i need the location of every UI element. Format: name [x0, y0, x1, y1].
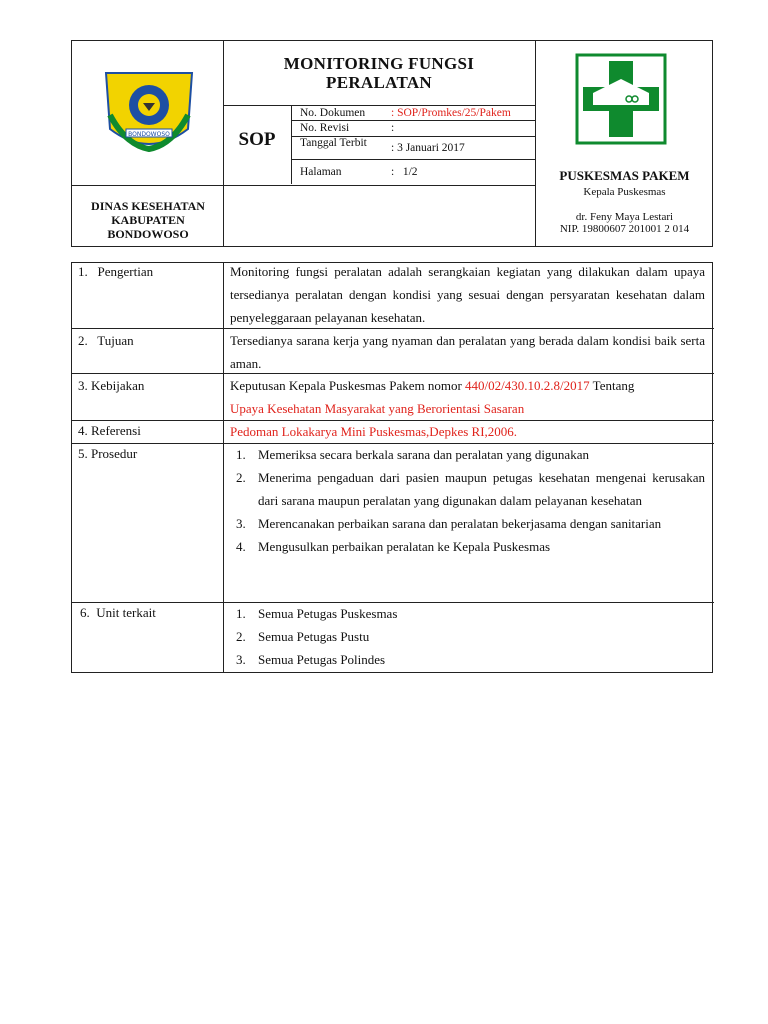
list-item — [230, 625, 705, 648]
document-title: MONITORING FUNGSI PERALATAN — [283, 54, 475, 92]
meta-revisi-label: No. Revisi — [300, 122, 350, 134]
meta-revisi-value: : — [391, 122, 395, 134]
head-title: Kepala Puskesmas — [583, 186, 666, 198]
list-number: 1. — [236, 606, 246, 621]
list-item-text: Memeriksa secara berkala sarana dan peralatan yang digunakan — [258, 447, 589, 462]
text-tujuan: Tersedianya sarana kerja yang nyaman dan peralatan yang berada dalam kondisi baik serta aman. — [230, 333, 705, 371]
list-item — [230, 602, 705, 625]
label-pengertian: 1. Pengertian — [78, 264, 154, 279]
list-item-text: Semua Petugas Puskesmas — [258, 606, 398, 621]
kebijakan-title: Upaya Kesehatan Masyarakat yang Berorientasi Sasaran — [230, 401, 525, 416]
document-header — [71, 40, 713, 247]
list-number: 4. — [236, 539, 246, 554]
kebijakan-number: 440/02/430.10.2.8/2017 — [465, 378, 590, 393]
sop-label: SOP — [238, 129, 276, 150]
kebijakan-text-a: Keputusan Kepala Puskesmas Pakem nomor — [230, 378, 466, 393]
list-item-text: Semua Petugas Pustu — [258, 629, 370, 644]
head-nip: NIP. 19800607 201001 2 014 — [559, 223, 690, 235]
list-number: 3. — [236, 516, 246, 531]
text-referensi: Pedoman Lokakarya Mini Puskesmas,Depkes RI,2006. — [230, 424, 518, 439]
puskesmas-logo — [575, 53, 667, 145]
meta-halaman-value: : 1/2 — [391, 166, 418, 178]
meta-tanggal-label: Tanggal Terbit — [300, 137, 367, 149]
prosedur-list — [230, 443, 705, 558]
list-number: 2. — [236, 470, 246, 485]
list-item-text: Merencanakan perbaikan sarana dan peralatan bekerjasama dengan sanitarian — [258, 516, 662, 531]
list-number: 1. — [236, 447, 246, 462]
list-item-text: Menerima pengaduan dari pasien maupun petugas kesehatan mengenai kerusakan dari sarana maupun peralatan yang digunakan dalam pelayanan kesehatan — [258, 470, 705, 508]
head-name: dr. Feny Maya Lestari — [575, 211, 674, 223]
meta-doc-label: No. Dokumen — [300, 107, 366, 119]
list-item-text: Mengusulkan perbaikan peralatan ke Kepala Puskesmas — [258, 539, 551, 554]
list-item — [230, 443, 705, 466]
meta-halaman-label: Halaman — [300, 166, 342, 178]
text-pengertian: Monitoring fungsi peralatan adalah serangkaian kegiatan yang dilakukan dalam upaya tersedianya peralatan dengan kondisi yang sesuai dengan persyaratan kesehatan dalam penyeleggaraan pelayanan kesehatan. — [230, 264, 705, 325]
list-item — [230, 535, 705, 558]
list-item — [230, 512, 705, 535]
label-referensi: 4. Referensi — [78, 423, 141, 438]
label-tujuan: 2. Tujuan — [78, 333, 134, 348]
dinas-kesehatan-label: DINAS KESEHATAN KABUPATEN BONDOWOSO — [91, 199, 205, 241]
list-item-text: Semua Petugas Polindes — [258, 652, 386, 667]
label-kebijakan: 3. Kebijakan — [78, 378, 145, 393]
logo-text: BONDOWOSO — [128, 131, 170, 138]
meta-doc-value: : SOP/Promkes/25/Pakem — [391, 107, 511, 119]
sop-content-table — [71, 262, 713, 673]
list-number: 2. — [236, 629, 246, 644]
text-kebijakan — [230, 374, 705, 420]
label-prosedur: 5. Prosedur — [78, 446, 138, 461]
list-item — [230, 648, 705, 671]
kebijakan-text-b: Tentang — [589, 378, 635, 393]
meta-tanggal-value: : 3 Januari 2017 — [391, 142, 465, 154]
puskesmas-name: PUSKESMAS PAKEM — [559, 168, 690, 183]
list-number: 3. — [236, 652, 246, 667]
unit-list — [230, 602, 705, 671]
label-unit-terkait: 6. Unit terkait — [80, 605, 156, 620]
list-item — [230, 466, 705, 512]
bondowoso-logo — [96, 59, 202, 165]
